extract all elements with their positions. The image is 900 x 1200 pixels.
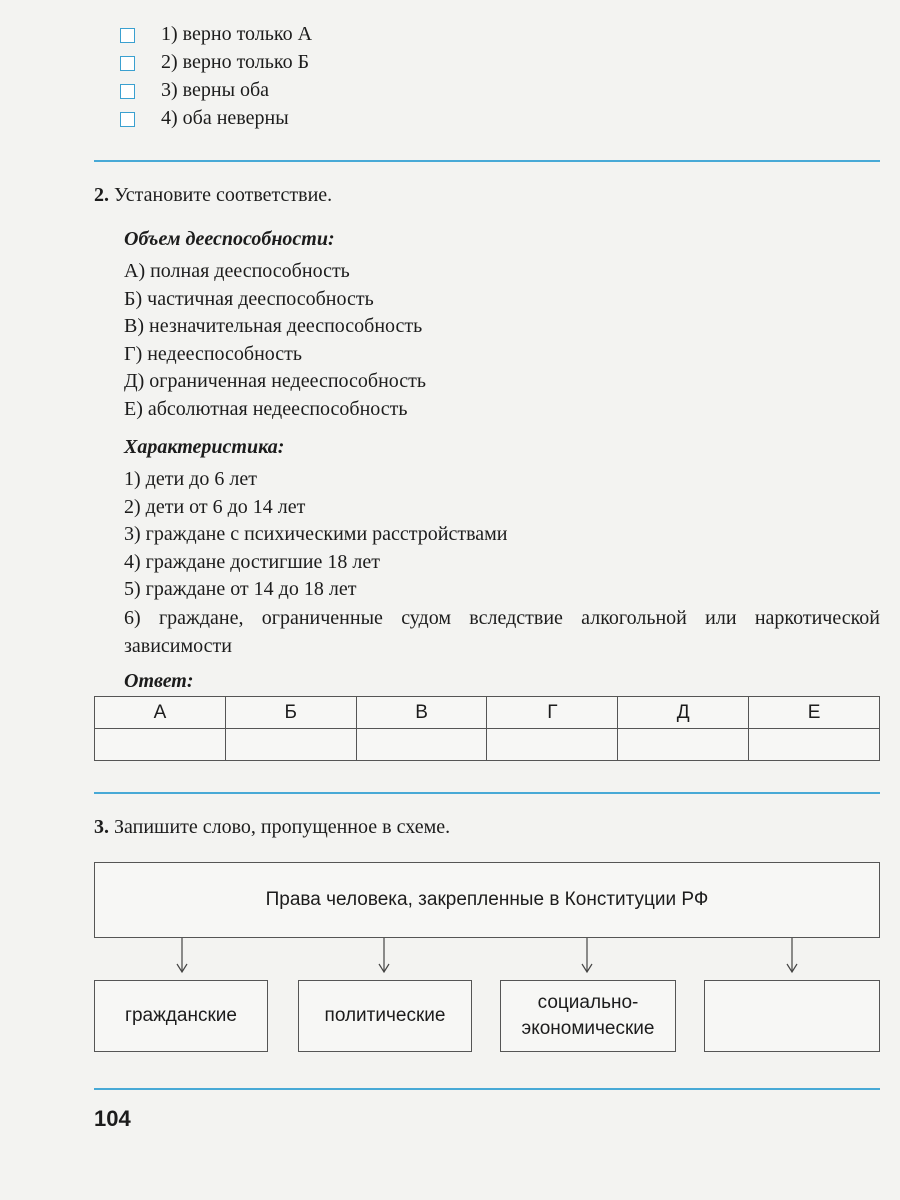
- answer-table: [94, 696, 880, 761]
- divider: [94, 792, 880, 794]
- arrow-down-icon: [581, 938, 593, 974]
- list-item: В) незначительная дееспособность: [124, 315, 423, 338]
- schema-box-political: политические: [298, 980, 472, 1052]
- answer-options: [120, 20, 312, 132]
- task-2-prompt: 2. Установите соответствие.: [94, 184, 333, 206]
- option-4[interactable]: 4) оба неверны: [120, 104, 312, 132]
- table-header: Г: [487, 697, 618, 729]
- answer-row: [95, 729, 880, 761]
- answer-label: Ответ:: [124, 670, 194, 692]
- answer-cell[interactable]: [356, 729, 487, 761]
- arrow-down-icon: [786, 938, 798, 974]
- list-item: Г) недееспособность: [124, 342, 303, 365]
- table-header: Б: [225, 697, 356, 729]
- divider: [94, 160, 880, 162]
- checkbox-icon[interactable]: [120, 56, 135, 71]
- answer-cell[interactable]: [95, 729, 226, 761]
- table-header: Е: [749, 697, 880, 729]
- arrow-down-icon: [176, 938, 188, 974]
- list-item: 5) граждане от 14 до 18 лет: [124, 578, 357, 601]
- arrow-down-icon: [378, 938, 390, 974]
- list-item: 6) граждане, ограниченные судом вследствие алкогольной или наркотической зависимости: [124, 607, 880, 657]
- option-2[interactable]: 2) верно только Б: [120, 48, 312, 76]
- table-header: В: [356, 697, 487, 729]
- list-item: Д) ограниченная недееспособность: [124, 370, 427, 393]
- divider: [94, 1088, 880, 1090]
- list-item: А) полная дееспособность: [124, 260, 350, 282]
- table-header: Д: [618, 697, 749, 729]
- checkbox-icon[interactable]: [120, 28, 135, 43]
- table-header: А: [95, 697, 226, 729]
- answer-cell[interactable]: [618, 729, 749, 761]
- option-3[interactable]: 3) верны оба: [120, 76, 312, 104]
- schema-box-blank[interactable]: [704, 980, 880, 1052]
- list-item: Б) частичная дееспособность: [124, 287, 374, 310]
- schema-box-socio-economic: социально-экономические: [500, 980, 676, 1052]
- table-header-row: [95, 697, 880, 729]
- list-item: 1) дети до 6 лет: [124, 468, 257, 490]
- answer-cell[interactable]: [225, 729, 356, 761]
- list-item: 3) граждане с психическими расстройствами: [124, 523, 508, 546]
- capacity-list: [124, 258, 426, 424]
- list-item: Е) абсолютная недееспособность: [124, 397, 408, 420]
- list-item: 4) граждане достигшие 18 лет: [124, 550, 380, 573]
- task-3-prompt: 3. Запишите слово, пропущенное в схеме.: [94, 816, 451, 838]
- answer-cell[interactable]: [487, 729, 618, 761]
- page-number: 104: [94, 1106, 131, 1131]
- schema-top-box: Права человека, закрепленные в Конституции РФ: [94, 862, 880, 938]
- characteristic-heading: Характеристика:: [124, 436, 285, 458]
- schema-box-civil: гражданские: [94, 980, 268, 1052]
- checkbox-icon[interactable]: [120, 84, 135, 99]
- characteristic-list: [124, 466, 508, 604]
- capacity-heading: Объем дееспособности:: [124, 228, 335, 250]
- list-item: 2) дети от 6 до 14 лет: [124, 495, 306, 518]
- checkbox-icon[interactable]: [120, 112, 135, 127]
- option-1[interactable]: 1) верно только А: [120, 20, 312, 48]
- answer-cell[interactable]: [749, 729, 880, 761]
